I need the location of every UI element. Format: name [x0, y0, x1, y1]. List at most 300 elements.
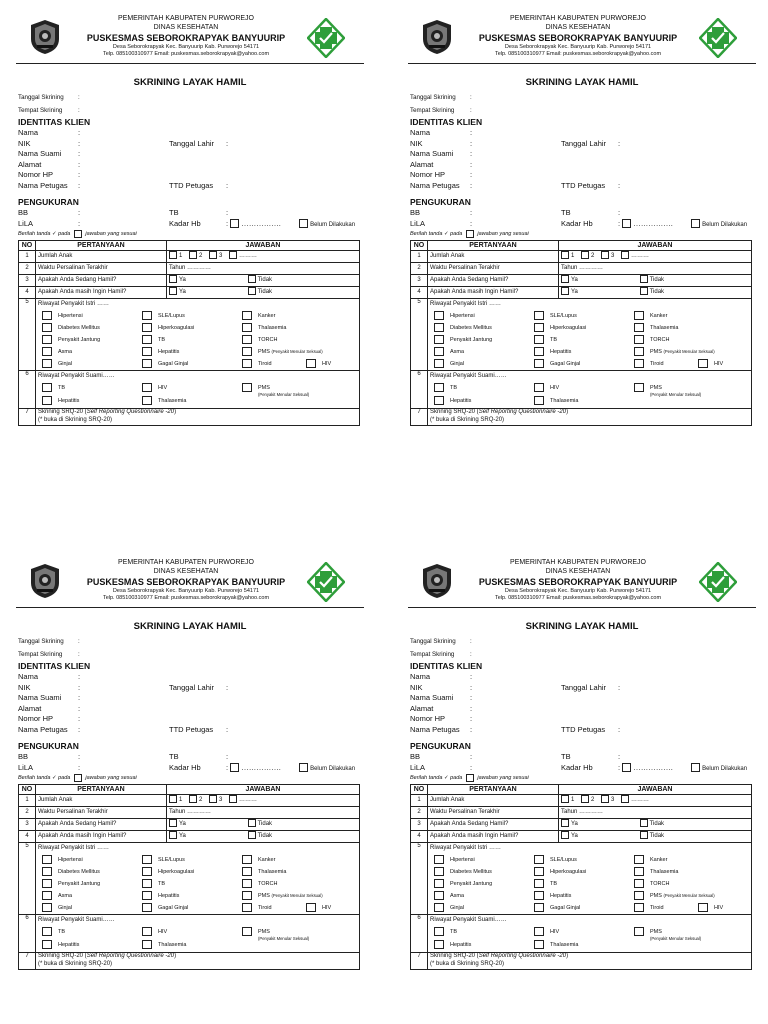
nama-label: Nama	[18, 128, 39, 137]
ingin-tidak-checkbox[interactable]	[640, 831, 648, 839]
option-label: SLE/Lupus	[550, 856, 577, 863]
suami-pms-checkbox[interactable]	[634, 383, 644, 392]
sle-lupus-checkbox[interactable]	[534, 311, 544, 320]
torch-checkbox[interactable]	[634, 879, 644, 888]
suami-hiv-checkbox[interactable]	[142, 927, 152, 936]
anak-1-checkbox[interactable]	[169, 251, 177, 259]
table-row	[411, 371, 752, 409]
tanggal-skrining-label: Tanggal Skrining	[410, 94, 456, 101]
ginjal-checkbox[interactable]	[42, 359, 52, 368]
option-label: Ya	[571, 821, 578, 827]
anak-more-checkbox[interactable]	[621, 251, 629, 259]
colon: :	[226, 218, 229, 228]
nik-row	[408, 139, 756, 150]
gagal-ginjal-checkbox[interactable]	[534, 903, 544, 912]
option-label: Kanker	[258, 312, 276, 319]
row-number: 5	[19, 299, 36, 371]
option-label: Thalasemia	[158, 941, 187, 948]
lila-row	[408, 763, 756, 774]
tb-checkbox[interactable]	[142, 879, 152, 888]
hepatitis-checkbox[interactable]	[142, 891, 152, 900]
ingin-ya-checkbox[interactable]	[561, 287, 569, 295]
thalasemia-checkbox[interactable]	[634, 867, 644, 876]
table-row	[19, 915, 360, 953]
hepatitis-checkbox[interactable]	[534, 347, 544, 356]
asma-checkbox[interactable]	[42, 347, 52, 356]
hamil-ya-checkbox[interactable]	[169, 819, 177, 827]
option-label: 1	[571, 797, 575, 803]
penyakit-jantung-checkbox[interactable]	[434, 335, 444, 344]
suami-hepatitis-checkbox[interactable]	[42, 940, 52, 949]
ginjal-checkbox[interactable]	[434, 359, 444, 368]
option-label: TORCH	[650, 880, 670, 887]
suami-hiv-checkbox[interactable]	[534, 383, 544, 392]
option-label: TB	[58, 928, 66, 935]
question-riwayat-istri: Riwayat Penyakit Istri ……	[38, 301, 110, 307]
ingin-tidak-checkbox[interactable]	[248, 831, 256, 839]
colon: :	[618, 682, 621, 692]
option-label: Gagal Ginjal	[158, 360, 189, 367]
nama-petugas-row	[408, 181, 756, 192]
thalasemia-checkbox[interactable]	[242, 867, 252, 876]
nomor-hp-row	[408, 714, 756, 725]
ingin-tidak-checkbox[interactable]	[248, 287, 256, 295]
table-row	[411, 795, 752, 807]
colon: :	[78, 170, 81, 179]
tiroid-checkbox[interactable]	[634, 359, 644, 368]
option-label: Tidak	[649, 289, 665, 295]
colon: :	[226, 762, 229, 772]
tanggal-skrining-row	[408, 91, 756, 104]
hamil-tidak-checkbox[interactable]	[640, 819, 648, 827]
anak-1-checkbox[interactable]	[561, 251, 569, 259]
torch-checkbox[interactable]	[242, 335, 252, 344]
anak-2-checkbox[interactable]	[581, 795, 589, 803]
tempat-skrining-row	[408, 648, 756, 661]
lila-row	[16, 219, 364, 230]
riwayat-suami-options	[38, 925, 357, 952]
srq-link-note[interactable]: (* buka di Skrining SRQ-20)	[430, 960, 505, 967]
pms-note: (Penyakit Menular Seksual)	[663, 349, 715, 354]
question-waktu-persalinan: Waktu Persalinan Terakhir	[428, 263, 559, 275]
anak-3-checkbox[interactable]	[601, 251, 609, 259]
option-label: Hepatitis	[450, 941, 472, 948]
option-label: Asma	[58, 348, 73, 355]
option-label: SLE/Lupus	[158, 856, 185, 863]
alamat-label: Alamat	[410, 703, 434, 713]
ingin-ya-checkbox[interactable]	[169, 831, 177, 839]
hb-checkbox[interactable]	[230, 763, 239, 772]
anak-2-checkbox[interactable]	[189, 795, 197, 803]
row-number: 7	[411, 409, 428, 426]
srq-close: )	[174, 953, 177, 959]
instruction-text: jawaban yang sesuai	[477, 775, 529, 781]
option-label: Diabetes Mellitus	[58, 868, 100, 875]
hiperkoagulasi-checkbox[interactable]	[142, 323, 152, 332]
row-number: 1	[411, 251, 428, 263]
government-name: PEMERINTAH KABUPATEN PURWOREJO	[510, 15, 646, 22]
option-label: Hiperkoagulasi	[158, 868, 195, 875]
ttd-petugas-label: TTD Petugas	[169, 180, 214, 190]
option-label: Penyakit Jantung	[58, 880, 101, 887]
colon: :	[78, 693, 81, 702]
gagal-ginjal-checkbox[interactable]	[142, 359, 152, 368]
asma-checkbox[interactable]	[434, 891, 444, 900]
puskesmas-cross-icon	[699, 18, 737, 58]
suami-pms-checkbox[interactable]	[242, 383, 252, 392]
option-label: PMS	[258, 384, 270, 391]
hiv-checkbox[interactable]	[698, 903, 708, 912]
thalasemia-checkbox[interactable]	[634, 323, 644, 332]
hiv-checkbox[interactable]	[306, 359, 316, 368]
suami-hepatitis-checkbox[interactable]	[434, 396, 444, 405]
srq-link-note[interactable]: (* buka di Skrining SRQ-20)	[38, 960, 113, 967]
tb-label: TB	[169, 752, 179, 761]
bb-row	[16, 752, 364, 763]
belum-dilakukan-checkbox[interactable]	[299, 763, 308, 772]
belum-dilakukan-checkbox[interactable]	[299, 219, 308, 228]
nama-petugas-label: Nama Petugas	[18, 180, 68, 190]
asma-checkbox[interactable]	[434, 347, 444, 356]
option-label: 2	[199, 797, 203, 803]
table-row	[19, 953, 360, 970]
table-row	[411, 287, 752, 299]
colon: :	[78, 138, 81, 148]
srq-link-note[interactable]: (* buka di Skrining SRQ-20)	[38, 416, 113, 423]
hb-checkbox[interactable]	[622, 763, 631, 772]
suami-tb-checkbox[interactable]	[434, 383, 444, 392]
option-label: Hepatitis	[450, 397, 472, 404]
option-label: Hipertensi	[58, 856, 83, 863]
table-row	[411, 953, 752, 970]
pms-checkbox[interactable]	[634, 891, 644, 900]
sle-lupus-checkbox[interactable]	[142, 311, 152, 320]
sample-checkbox	[466, 230, 474, 238]
tiroid-checkbox[interactable]	[242, 903, 252, 912]
question-riwayat-istri: Riwayat Penyakit Istri ……	[38, 845, 110, 851]
nama-suami-label: Nama Suami	[18, 149, 62, 158]
sle-lupus-checkbox[interactable]	[142, 855, 152, 864]
colon: :	[470, 752, 473, 761]
hipertensi-checkbox[interactable]	[42, 855, 52, 864]
suami-hepatitis-checkbox[interactable]	[42, 396, 52, 405]
option-label: TB	[550, 336, 558, 343]
hiperkoagulasi-checkbox[interactable]	[534, 323, 544, 332]
col-jawaban-header: JAWABAN	[559, 785, 752, 795]
sle-lupus-checkbox[interactable]	[534, 855, 544, 864]
instruction-text: Berilah tanda ✓ pada	[18, 775, 71, 781]
question-waktu-persalinan: Waktu Persalinan Terakhir	[36, 807, 167, 819]
row-number: 6	[411, 371, 428, 409]
sample-checkbox	[74, 774, 82, 782]
suami-tb-checkbox[interactable]	[42, 927, 52, 936]
riwayat-istri-options	[430, 853, 749, 913]
tb-checkbox[interactable]	[142, 335, 152, 344]
option-label: Tidak	[649, 277, 665, 283]
bb-row	[408, 208, 756, 219]
thalasemia-checkbox[interactable]	[242, 323, 252, 332]
hepatitis-checkbox[interactable]	[534, 891, 544, 900]
colon: :	[470, 682, 473, 692]
suami-thalasemia-checkbox[interactable]	[142, 396, 152, 405]
table-row	[19, 843, 360, 915]
belum-dilakukan-label: Belum Dilakukan	[310, 221, 356, 228]
suami-hiv-checkbox[interactable]	[142, 383, 152, 392]
table-row	[19, 287, 360, 299]
option-label: Ginjal	[450, 360, 465, 367]
option-label: Asma	[58, 892, 73, 899]
suami-thalasemia-checkbox[interactable]	[142, 940, 152, 949]
option-label: 2	[199, 253, 203, 259]
kanker-checkbox[interactable]	[634, 855, 644, 864]
pengukuran-heading: PENGUKURAN	[410, 741, 471, 751]
col-no-header: NO	[19, 241, 36, 251]
colon: :	[470, 762, 473, 772]
torch-checkbox[interactable]	[242, 879, 252, 888]
hiv-checkbox[interactable]	[698, 359, 708, 368]
anak-3-checkbox[interactable]	[209, 795, 217, 803]
option-label: Hipertensi	[450, 312, 475, 319]
colon: :	[618, 218, 621, 228]
hipertensi-checkbox[interactable]	[434, 855, 444, 864]
contact: Telp. 085100310977 Email: puskesmas.seborokrapyak@yahoo.com	[102, 594, 270, 601]
option-label: HIV	[714, 360, 724, 367]
tanggal-skrining-label: Tanggal Skrining	[410, 638, 456, 645]
anak-2-checkbox[interactable]	[189, 251, 197, 259]
identitas-heading: IDENTITAS KLIEN	[410, 661, 483, 671]
option-label: ………	[631, 253, 650, 259]
hamil-tidak-checkbox[interactable]	[640, 275, 648, 283]
anak-1-checkbox[interactable]	[561, 795, 569, 803]
tb-checkbox[interactable]	[534, 335, 544, 344]
row-number: 6	[19, 371, 36, 409]
hiv-checkbox[interactable]	[306, 903, 316, 912]
option-label: Hiperkoagulasi	[550, 868, 587, 875]
option-label: HIV	[158, 384, 168, 391]
hipertensi-checkbox[interactable]	[434, 311, 444, 320]
ingin-tidak-checkbox[interactable]	[640, 287, 648, 295]
option-label: 3	[611, 253, 615, 259]
lila-label: LiLA	[18, 218, 34, 228]
address: Desa Seborokrapyak Kec. Banyuurip Kab. Purworejo 54171	[112, 43, 260, 50]
srq-link-note[interactable]: (* buka di Skrining SRQ-20)	[430, 416, 505, 423]
penyakit-jantung-checkbox[interactable]	[42, 335, 52, 344]
anak-more-checkbox[interactable]	[621, 795, 629, 803]
option-label: Ya	[571, 289, 578, 295]
hb-checkbox[interactable]	[230, 219, 239, 228]
suami-tb-checkbox[interactable]	[42, 383, 52, 392]
option-label: Thalasemia	[650, 324, 679, 331]
option-label: Diabetes Mellitus	[58, 324, 100, 331]
option-label: Hipertensi	[450, 856, 475, 863]
option-label: SLE/Lupus	[550, 312, 577, 319]
instruction-text: Berilah tanda ✓ pada	[410, 775, 463, 781]
suami-pms-checkbox[interactable]	[634, 927, 644, 936]
tiroid-checkbox[interactable]	[634, 903, 644, 912]
table-row	[411, 299, 752, 371]
colon: :	[226, 180, 229, 190]
question-ingin-hamil: Apakah Anda masih Ingin Hamil?	[428, 287, 559, 299]
belum-dilakukan-checkbox[interactable]	[691, 219, 700, 228]
bb-row	[16, 208, 364, 219]
question-waktu-persalinan: Waktu Persalinan Terakhir	[36, 263, 167, 275]
gagal-ginjal-checkbox[interactable]	[142, 903, 152, 912]
hiperkoagulasi-checkbox[interactable]	[534, 867, 544, 876]
row-number: 1	[411, 795, 428, 807]
suami-thalasemia-checkbox[interactable]	[534, 396, 544, 405]
hipertensi-checkbox[interactable]	[42, 311, 52, 320]
row-number: 3	[19, 275, 36, 287]
question-riwayat-suami: Riwayat Penyakit Suami……	[38, 917, 115, 923]
table-row	[411, 263, 752, 275]
table-row	[19, 263, 360, 275]
option-label: TB	[158, 880, 166, 887]
tiroid-checkbox[interactable]	[242, 359, 252, 368]
ingin-ya-checkbox[interactable]	[561, 831, 569, 839]
srq-italic: Self Reporting Questionnaire -20	[478, 409, 567, 415]
hb-dots: …………….	[633, 762, 673, 772]
puskesmas-cross-icon	[307, 562, 345, 602]
row-number: 2	[19, 263, 36, 275]
nama-suami-row	[408, 149, 756, 160]
colon: :	[470, 208, 473, 217]
option-label: Thalasemia	[158, 397, 187, 404]
tempat-skrining-label: Tempat Skrining	[410, 107, 455, 114]
question-sedang-hamil: Apakah Anda Sedang Hamil?	[36, 275, 167, 287]
hamil-tidak-checkbox[interactable]	[248, 275, 256, 283]
puskesmas-name: PUSKESMAS SEBOROKRAPYAK BANYUURIP	[478, 32, 678, 43]
colon: :	[470, 149, 473, 158]
diabetes-checkbox[interactable]	[434, 867, 444, 876]
kadar-hb-label: Kadar Hb	[169, 762, 201, 772]
anak-more-checkbox[interactable]	[229, 795, 237, 803]
col-no-header: NO	[411, 241, 428, 251]
colon: :	[618, 752, 621, 761]
kanker-checkbox[interactable]	[242, 311, 252, 320]
hiperkoagulasi-checkbox[interactable]	[142, 867, 152, 876]
asma-checkbox[interactable]	[42, 891, 52, 900]
anak-1-checkbox[interactable]	[169, 795, 177, 803]
instruction-text: jawaban yang sesuai	[85, 231, 137, 237]
question-ingin-hamil: Apakah Anda masih Ingin Hamil?	[36, 287, 167, 299]
form-title: SKRINING LAYAK HAMIL	[525, 621, 639, 632]
penyakit-jantung-checkbox[interactable]	[42, 879, 52, 888]
anak-3-checkbox[interactable]	[601, 795, 609, 803]
letterhead	[408, 556, 756, 608]
colon: :	[78, 651, 80, 658]
government-name: PEMERINTAH KABUPATEN PURWOREJO	[118, 559, 254, 566]
colon: :	[78, 638, 80, 645]
suami-tb-checkbox[interactable]	[434, 927, 444, 936]
option-label: Thalasemia	[650, 868, 679, 875]
row-number: 2	[411, 263, 428, 275]
riwayat-istri-options	[38, 853, 357, 913]
pms-checkbox[interactable]	[242, 891, 252, 900]
tb-checkbox[interactable]	[534, 879, 544, 888]
puskesmas-name: PUSKESMAS SEBOROKRAPYAK BANYUURIP	[86, 576, 286, 587]
diabetes-checkbox[interactable]	[434, 323, 444, 332]
colon: :	[78, 703, 81, 713]
row-number: 1	[19, 795, 36, 807]
hb-checkbox[interactable]	[622, 219, 631, 228]
row-number: 4	[19, 831, 36, 843]
colon: :	[618, 138, 621, 148]
pms-checkbox[interactable]	[242, 347, 252, 356]
penyakit-jantung-checkbox[interactable]	[434, 879, 444, 888]
bb-label: BB	[410, 752, 421, 761]
gagal-ginjal-checkbox[interactable]	[534, 359, 544, 368]
diabetes-checkbox[interactable]	[42, 867, 52, 876]
colon: :	[78, 672, 81, 681]
anak-3-checkbox[interactable]	[209, 251, 217, 259]
suami-hepatitis-checkbox[interactable]	[434, 940, 444, 949]
letterhead	[408, 12, 756, 64]
belum-dilakukan-checkbox[interactable]	[691, 763, 700, 772]
hamil-ya-checkbox[interactable]	[169, 275, 177, 283]
form-title: SKRINING LAYAK HAMIL	[133, 621, 247, 632]
question-jumlah-anak: Jumlah Anak	[36, 251, 167, 263]
srq-text: Skrining SRQ-20 (	[430, 953, 479, 959]
tanggal-skrining-label: Tanggal Skrining	[18, 638, 64, 645]
col-pertanyaan-header: PERTANYAAN	[428, 241, 559, 251]
ginjal-checkbox[interactable]	[42, 903, 52, 912]
kanker-checkbox[interactable]	[242, 855, 252, 864]
row-number: 4	[19, 287, 36, 299]
option-label: Asma	[450, 892, 465, 899]
suami-hiv-checkbox[interactable]	[534, 927, 544, 936]
hamil-tidak-checkbox[interactable]	[248, 819, 256, 827]
torch-checkbox[interactable]	[634, 335, 644, 344]
screening-form-4	[408, 556, 756, 996]
ginjal-checkbox[interactable]	[434, 903, 444, 912]
suami-thalasemia-checkbox[interactable]	[534, 940, 544, 949]
srq-close: )	[174, 409, 177, 415]
kanker-checkbox[interactable]	[634, 311, 644, 320]
row-number: 5	[411, 299, 428, 371]
ingin-ya-checkbox[interactable]	[169, 287, 177, 295]
table-row	[411, 807, 752, 819]
address: Desa Seborokrapyak Kec. Banyuurip Kab. Purworejo 54171	[504, 43, 652, 50]
hepatitis-checkbox[interactable]	[142, 347, 152, 356]
anak-2-checkbox[interactable]	[581, 251, 589, 259]
anak-more-checkbox[interactable]	[229, 251, 237, 259]
option-label: HIV	[550, 928, 560, 935]
nik-row	[16, 139, 364, 150]
pms-checkbox[interactable]	[634, 347, 644, 356]
colon: :	[226, 724, 229, 734]
bb-row	[408, 752, 756, 763]
row-number: 2	[19, 807, 36, 819]
option-label: Thalasemia	[550, 941, 579, 948]
regency-emblem-icon	[420, 19, 454, 55]
questions-table	[18, 784, 360, 970]
hamil-ya-checkbox[interactable]	[561, 275, 569, 283]
question-riwayat-istri: Riwayat Penyakit Istri ……	[430, 845, 502, 851]
colon: :	[78, 107, 80, 114]
suami-pms-checkbox[interactable]	[242, 927, 252, 936]
diabetes-checkbox[interactable]	[42, 323, 52, 332]
option-label: 3	[219, 253, 223, 259]
nama-suami-row	[16, 149, 364, 160]
nama-suami-label: Nama Suami	[410, 149, 454, 158]
colon: :	[78, 128, 81, 137]
alamat-row	[16, 160, 364, 171]
government-name: PEMERINTAH KABUPATEN PURWOREJO	[118, 15, 254, 22]
kadar-hb-label: Kadar Hb	[169, 218, 201, 228]
bb-label: BB	[18, 752, 29, 761]
option-label: 2	[591, 253, 595, 259]
hamil-ya-checkbox[interactable]	[561, 819, 569, 827]
